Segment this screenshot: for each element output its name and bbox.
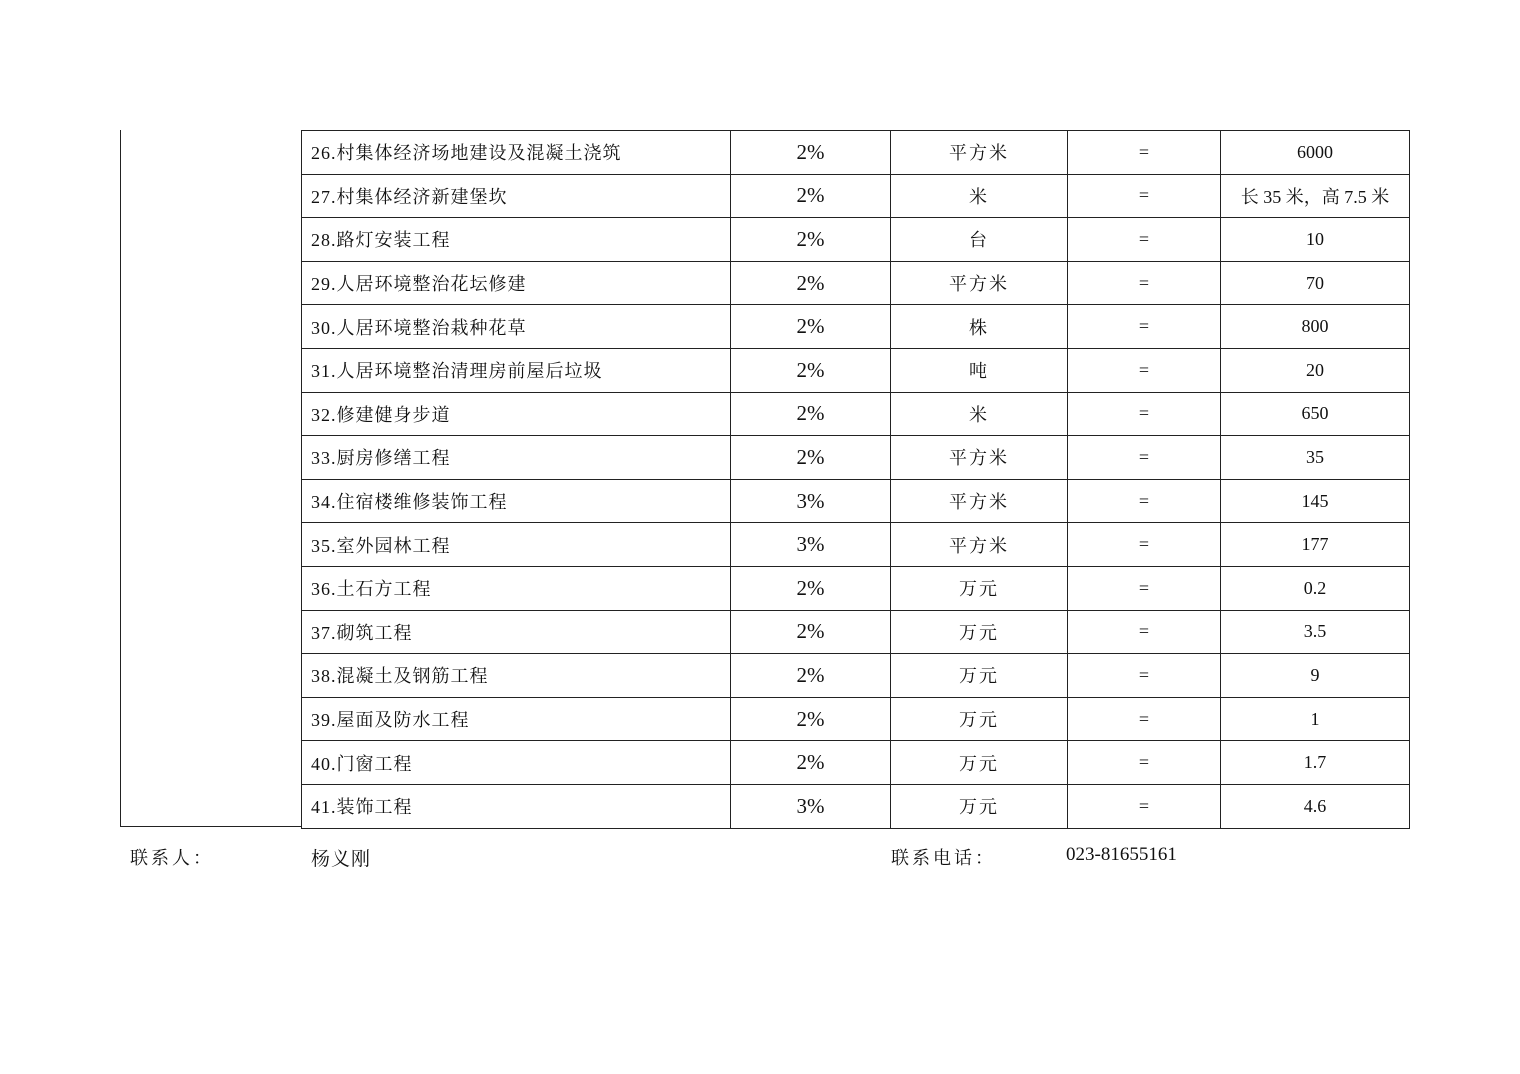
operator-cell: = [1068, 218, 1221, 262]
quantity-cell: 20 [1221, 348, 1410, 392]
quantity-cell: 10 [1221, 218, 1410, 262]
project-name-cell: 39.屋面及防水工程 [302, 697, 731, 741]
rate-cell: 2% [731, 697, 891, 741]
operator-cell: = [1068, 697, 1221, 741]
project-name-cell: 37.砌筑工程 [302, 610, 731, 654]
rate-cell: 2% [731, 436, 891, 480]
table-row [302, 610, 1410, 654]
operator-cell: = [1068, 174, 1221, 218]
unit-cell: 平方米 [891, 523, 1068, 567]
quantity-cell: 9 [1221, 654, 1410, 698]
operator-cell: = [1068, 610, 1221, 654]
table-row [302, 261, 1410, 305]
unit-cell: 米 [891, 392, 1068, 436]
quantity-cell: 1.7 [1221, 741, 1410, 785]
rate-cell: 3% [731, 479, 891, 523]
rate-cell: 2% [731, 174, 891, 218]
rate-cell: 2% [731, 654, 891, 698]
unit-cell: 万元 [891, 697, 1068, 741]
project-name-cell: 31.人居环境整治清理房前屋后垃圾 [302, 348, 731, 392]
table-row [302, 436, 1410, 480]
unit-cell: 平方米 [891, 131, 1068, 175]
table-bottom-border-left [120, 826, 302, 827]
unit-cell: 吨 [891, 348, 1068, 392]
unit-cell: 平方米 [891, 261, 1068, 305]
phone-label: 联系电话： [891, 848, 996, 868]
unit-cell: 株 [891, 305, 1068, 349]
contact-name: 杨义刚 [311, 849, 372, 870]
table-row [302, 174, 1410, 218]
quantity-cell: 35 [1221, 436, 1410, 480]
rate-cell: 2% [731, 218, 891, 262]
unit-cell: 米 [891, 174, 1068, 218]
table-row [302, 392, 1410, 436]
operator-cell: = [1068, 654, 1221, 698]
table-row [302, 305, 1410, 349]
quantity-cell: 长 35 米，高 7.5 米 [1221, 174, 1410, 218]
table-row [302, 697, 1410, 741]
table-row [302, 654, 1410, 698]
project-name-cell: 27.村集体经济新建堡坎 [302, 174, 731, 218]
quantity-cell: 145 [1221, 479, 1410, 523]
unit-cell: 平方米 [891, 436, 1068, 480]
table-row [302, 523, 1410, 567]
unit-cell: 万元 [891, 566, 1068, 610]
table-row [302, 218, 1410, 262]
operator-cell: = [1068, 479, 1221, 523]
operator-cell: = [1068, 348, 1221, 392]
project-name-cell: 34.住宿楼维修装饰工程 [302, 479, 731, 523]
project-name-cell: 40.门窗工程 [302, 741, 731, 785]
project-name-cell: 32.修建健身步道 [302, 392, 731, 436]
project-table [301, 130, 1410, 829]
unit-cell: 万元 [891, 654, 1068, 698]
table-row [302, 566, 1410, 610]
quantity-cell: 3.5 [1221, 610, 1410, 654]
quantity-cell: 800 [1221, 305, 1410, 349]
operator-cell: = [1068, 305, 1221, 349]
project-name-cell: 35.室外园林工程 [302, 523, 731, 567]
unit-cell: 平方米 [891, 479, 1068, 523]
quantity-cell: 650 [1221, 392, 1410, 436]
operator-cell: = [1068, 436, 1221, 480]
operator-cell: = [1068, 784, 1221, 828]
quantity-cell: 1 [1221, 697, 1410, 741]
rate-cell: 3% [731, 523, 891, 567]
project-name-cell: 38.混凝土及钢筋工程 [302, 654, 731, 698]
rate-cell: 2% [731, 741, 891, 785]
project-name-cell: 41.装饰工程 [302, 784, 731, 828]
operator-cell: = [1068, 131, 1221, 175]
table-row [302, 784, 1410, 828]
quantity-cell: 6000 [1221, 131, 1410, 175]
quantity-cell: 4.6 [1221, 784, 1410, 828]
rate-cell: 2% [731, 566, 891, 610]
operator-cell: = [1068, 523, 1221, 567]
unit-cell: 万元 [891, 610, 1068, 654]
project-name-cell: 29.人居环境整治花坛修建 [302, 261, 731, 305]
operator-cell: = [1068, 741, 1221, 785]
contact-label: 联系人： [130, 848, 214, 868]
table-row [302, 479, 1410, 523]
table-left-border [120, 130, 121, 827]
unit-cell: 万元 [891, 741, 1068, 785]
rate-cell: 2% [731, 131, 891, 175]
table-row [302, 348, 1410, 392]
table-row [302, 741, 1410, 785]
rate-cell: 2% [731, 392, 891, 436]
quantity-cell: 177 [1221, 523, 1410, 567]
quantity-cell: 0.2 [1221, 566, 1410, 610]
unit-cell: 台 [891, 218, 1068, 262]
rate-cell: 2% [731, 348, 891, 392]
table-row [302, 131, 1410, 175]
rate-cell: 3% [731, 784, 891, 828]
project-name-cell: 30.人居环境整治栽种花草 [302, 305, 731, 349]
phone-value: 023-81655161 [1066, 844, 1177, 865]
operator-cell: = [1068, 566, 1221, 610]
project-name-cell: 33.厨房修缮工程 [302, 436, 731, 480]
project-name-cell: 36.土石方工程 [302, 566, 731, 610]
rate-cell: 2% [731, 610, 891, 654]
quantity-cell: 70 [1221, 261, 1410, 305]
project-name-cell: 26.村集体经济场地建设及混凝土浇筑 [302, 131, 731, 175]
operator-cell: = [1068, 392, 1221, 436]
rate-cell: 2% [731, 305, 891, 349]
project-table-body [302, 131, 1410, 829]
project-name-cell: 28.路灯安装工程 [302, 218, 731, 262]
rate-cell: 2% [731, 261, 891, 305]
operator-cell: = [1068, 261, 1221, 305]
unit-cell: 万元 [891, 784, 1068, 828]
